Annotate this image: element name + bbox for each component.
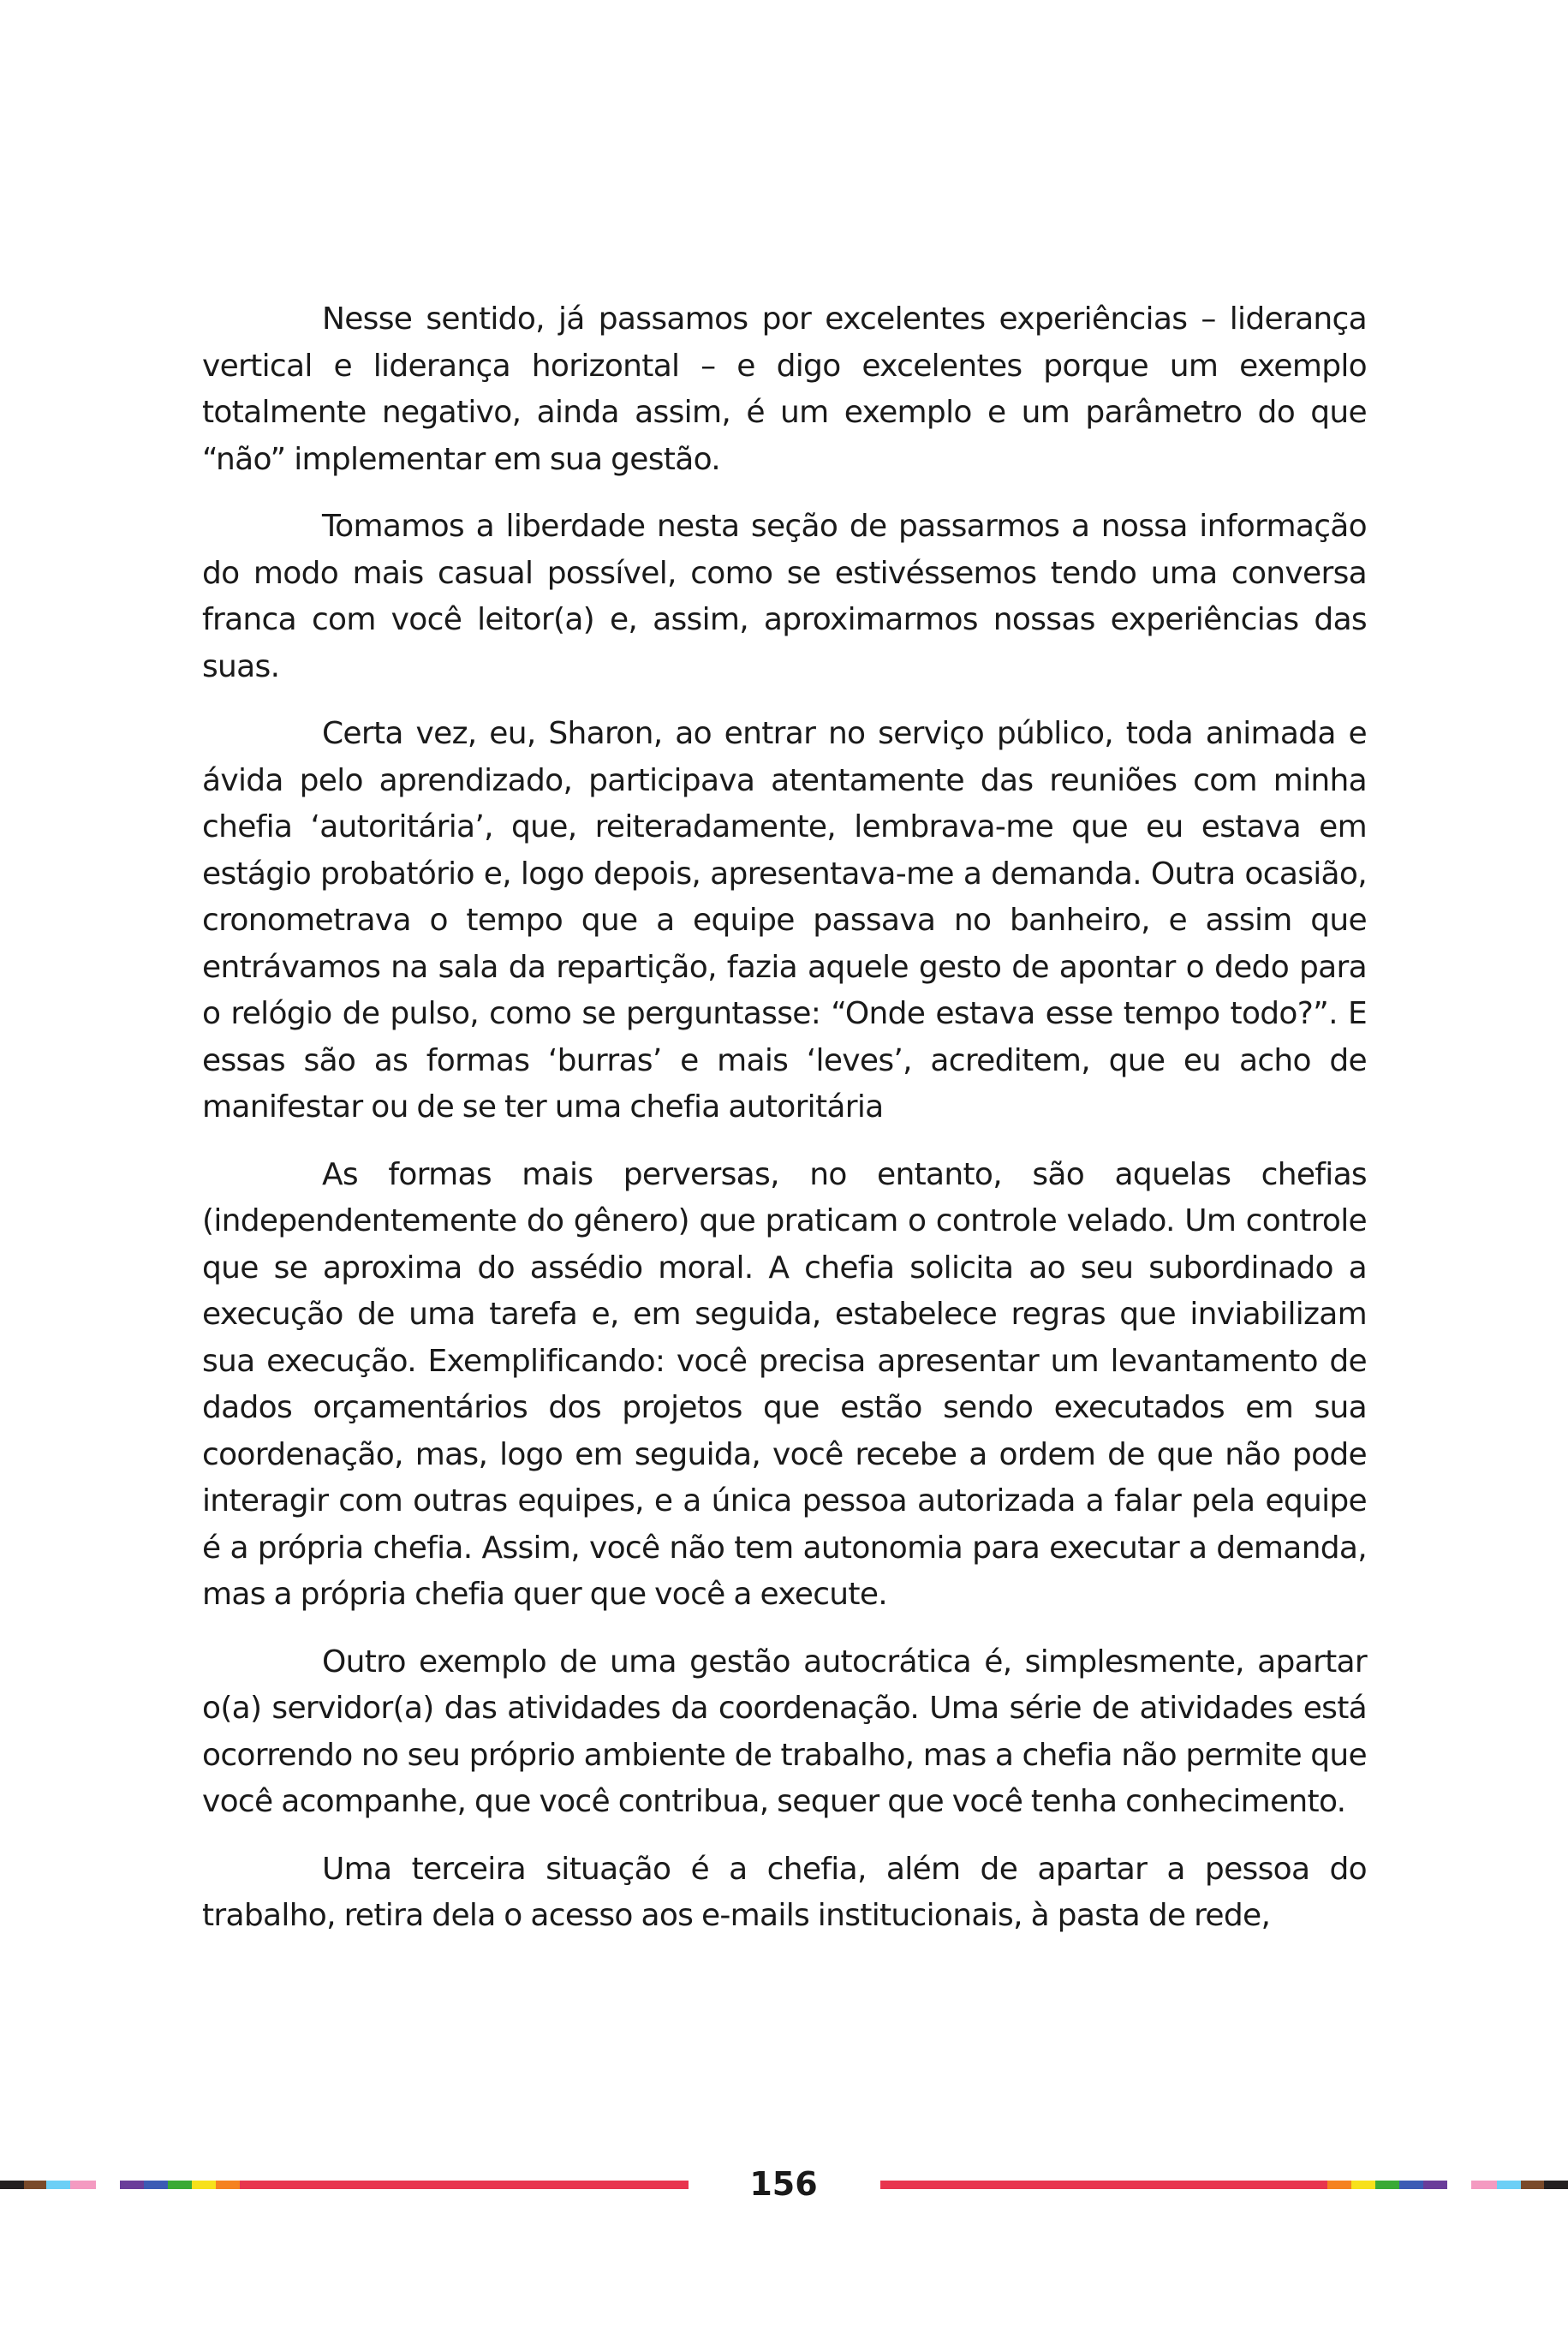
- footer-stripe-segment: [1497, 2181, 1521, 2189]
- paragraph-3: Certa vez, eu, Sharon, ao entrar no serviço público, toda animada e ávida pelo aprendizado, participava atentamente das reuniões com minha chefia ‘autoritária’, que, reiteradamente, lembrava-me que eu estava em estágio probatório e, logo depois, apresentava-me a demanda. Outra ocasião, cronometrava o tempo que a equipe passava no banheiro, e assim que entrávamos na sala da repartição, fazia aquele gesto de apontar o dedo para o relógio de pulso, como se perguntasse: “Onde estava esse tempo todo?”. E essas são as formas ‘burras’ e mais ‘leves’, acreditem, que eu acho de manifestar ou de se ter uma chefia autoritária: [202, 716, 1367, 1125]
- footer-stripe-segment: [1521, 2181, 1544, 2189]
- paragraph-1: Nesse sentido, já passamos por excelentes experiências – liderança vertical e liderança horizontal – e digo excelentes porque um exemplo totalmente negativo, ainda assim, é um exemplo e um parâmetro do que “não” implementar em sua gestão.: [202, 301, 1367, 477]
- footer-stripe-segment: [120, 2181, 144, 2189]
- footer-stripe-segment: [240, 2181, 689, 2189]
- footer-stripe-segment: [1399, 2181, 1423, 2189]
- footer-stripe-segment: [1375, 2181, 1399, 2189]
- footer-stripe-segment: [144, 2181, 168, 2189]
- paragraph-2: Tomamos a liberdade nesta seção de passarmos a nossa informação do modo mais casual possível, como se estivéssemos tendo uma conversa franca com você leitor(a) e, assim, aproximarmos nossas experiências das suas.: [202, 509, 1367, 684]
- footer-stripe-segment: [1544, 2181, 1568, 2189]
- footer-stripe-segment: [1423, 2181, 1447, 2189]
- footer-stripe-segment: [1351, 2181, 1375, 2189]
- paragraph-5: Outro exemplo de uma gestão autocrática é, simplesmente, apartar o(a) servidor(a) das atividades da coordenação. Uma série de atividades está ocorrendo no seu próprio ambiente de trabalho, mas a chefia não permite que você acompanhe, que você contribua, sequer que você tenha conhecimento.: [202, 1644, 1367, 1819]
- footer-stripe-segment: [192, 2181, 216, 2189]
- body-text: [202, 296, 1367, 1960]
- page-footer: [0, 2158, 1568, 2210]
- footer-stripe-segment: [880, 2181, 1327, 2189]
- footer-stripe-segment: [216, 2181, 240, 2189]
- footer-stripe-segment: [46, 2181, 70, 2189]
- footer-stripe-segment: [0, 2181, 24, 2189]
- footer-stripe-segment: [168, 2181, 192, 2189]
- footer-stripe-segment: [24, 2181, 46, 2189]
- footer-stripe-segment: [70, 2181, 96, 2189]
- paragraph-4: As formas mais perversas, no entanto, são aquelas chefias (independentemente do gênero) que praticam o controle velado. Um controle que se aproxima do assédio moral. A chefia solicita ao seu subordinado a execução de uma tarefa e, em seguida, estabelece regras que inviabilizam sua execução. Exemplificando: você precisa apresentar um levantamento de dados orçamentários dos projetos que estão sendo executados em sua coordenação, mas, logo em seguida, você recebe a ordem de que não pode interagir com outras equipes, e a única pessoa autorizada a falar pela equipe é a própria chefia. Assim, você não tem autonomia para executar a demanda, mas a própria chefia quer que você a execute.: [202, 1156, 1367, 1612]
- footer-stripe-segment: [1327, 2181, 1351, 2189]
- footer-stripe-segment: [1471, 2181, 1497, 2189]
- page-number: 156: [749, 2165, 818, 2203]
- paragraph-6: Uma terceira situação é a chefia, além de apartar a pessoa do trabalho, retira dela o acesso aos e-mails institucionais, à pasta de rede,: [202, 1851, 1367, 1933]
